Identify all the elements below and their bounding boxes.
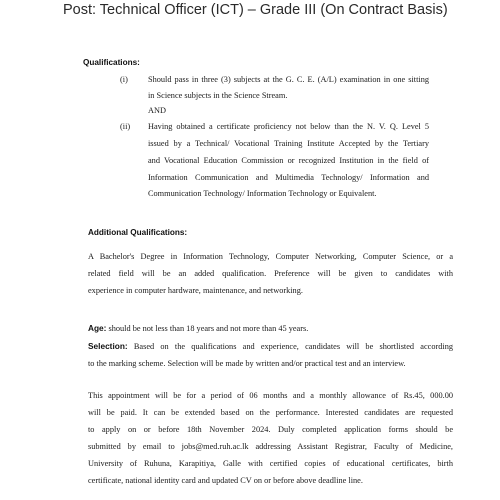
qualification-1-line-1: Should pass in three (3) subjects at the G. C. E. (A/L) examination in one sitting	[148, 75, 429, 84]
selection-text: Based on the qualifications and experience, candidates will be shortlisted according	[127, 342, 453, 351]
qualification-1-line-2: in Science subjects in the Science Stream.	[148, 91, 288, 100]
qualification-number-1: (i)	[120, 75, 128, 84]
appointment-line-5: University of Ruhuna, Karapitiya, Galle with certified copies of educational certificates, birth	[88, 459, 453, 468]
qualification-connector: AND	[148, 106, 166, 115]
age-label: Age:	[88, 323, 107, 333]
additional-qualifications-heading: Additional Qualifications:	[88, 228, 188, 237]
post-title: Post: Technical Officer (ICT) – Grade III (On Contract Basis)	[63, 2, 448, 18]
selection-label: Selection:	[88, 341, 128, 351]
qualification-number-2: (ii)	[120, 122, 131, 131]
additional-line-1: A Bachelor's Degree in Information Technology, Computer Networking, Computer Science, or a	[88, 252, 453, 261]
age-text: should be not less than 18 years and not more than 45 years.	[106, 324, 309, 333]
appointment-line-3: to apply on or before 18th November 2024. Duly completed application forms should be	[88, 425, 453, 434]
appointment-line-4: submitted by email to jobs@med.ruh.ac.lk addressing Assistant Registrar, Faculty of Medicine,	[88, 442, 453, 451]
qualification-2-line-4: Information Communication and Multimedia Technology/ Information and	[148, 173, 429, 182]
additional-line-3: experience in computer hardware, maintenance, and networking.	[88, 286, 303, 295]
selection-line-1	[88, 341, 453, 351]
qualification-2-line-5: Communication Technology/ Information Technology or Equivalent.	[148, 189, 377, 198]
selection-line-2: to the marking scheme. Selection will be made by written and/or practical test and an interview.	[88, 359, 406, 368]
qualification-2-line-3: and Vocational Education Commission or recognized Institution in the field of	[148, 156, 429, 165]
appointment-line-1: This appointment will be for a period of 06 months and a monthly allowance of Rs.45, 000.00	[88, 391, 453, 400]
appointment-line-6: certificate, national identity card and updated CV on or before above deadline line.	[88, 476, 363, 485]
age-paragraph	[88, 323, 308, 333]
qualification-2-line-1: Having obtained a certificate proficiency not below than the N. V. Q. Level 5	[148, 122, 429, 131]
appointment-line-2: will be paid. It can be extended based on the performance. Interested candidates are requested	[88, 408, 453, 417]
additional-line-2: related field will be an added qualification. Preference will be given to candidates with	[88, 269, 453, 278]
qualification-2-line-2: issued by a Technical/ Vocational Training Institute Accepted by the Tertiary	[148, 139, 429, 148]
qualifications-heading: Qualifications:	[83, 58, 140, 67]
